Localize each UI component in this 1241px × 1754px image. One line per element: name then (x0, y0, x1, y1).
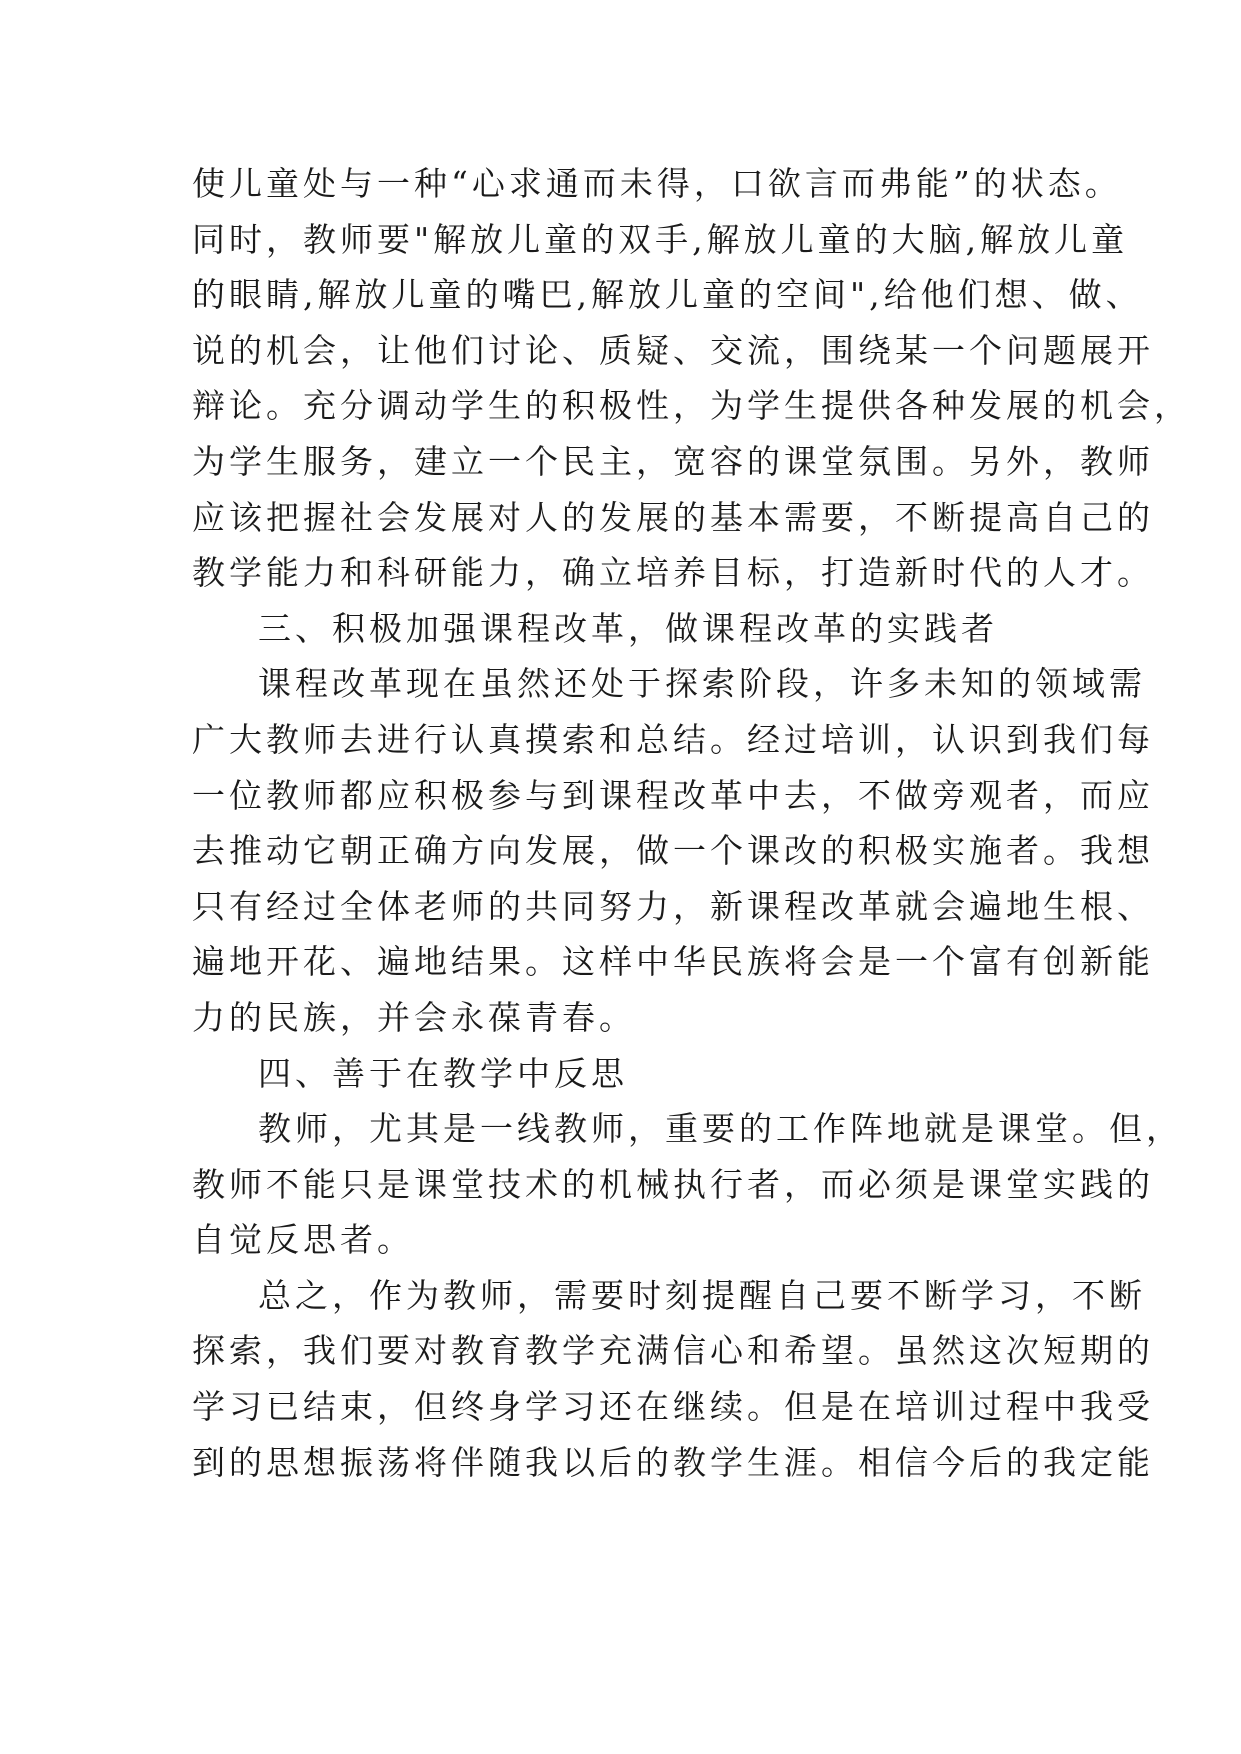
text-line: 遍地开花、遍地结果。这样中华民族将会是一个富有创新能 (192, 942, 1154, 982)
text-line: 的眼睛,解放儿童的嘴巴,解放儿童的空间",给他们想、做、 (192, 275, 1143, 315)
text-line: 到的思想振荡将伴随我以后的教学生涯。相信今后的我定能 (192, 1442, 1154, 1482)
text-line: 学习已结束，但终身学习还在继续。但是在培训过程中我受 (192, 1387, 1154, 1427)
text-line: 探索，我们要对教育教学充满信心和希望。虽然这次短期的 (192, 1331, 1154, 1371)
document-body (192, 156, 1191, 1490)
text-line: 广大教师去进行认真摸索和总结。经过培训，认识到我们每 (192, 719, 1154, 759)
text-line: 同时，教师要"解放儿童的双手,解放儿童的大脑,解放儿童 (192, 219, 1129, 259)
text-line: 辩论。充分调动学生的积极性，为学生提供各种发展的机会， (192, 386, 1191, 426)
text-line: 说的机会，让他们讨论、质疑、交流，围绕某一个问题展开 (192, 330, 1154, 370)
text-line: 自觉反思者。 (192, 1220, 414, 1260)
text-line: 教师，尤其是一线教师，重要的工作阵地就是课堂。但， (258, 1109, 1183, 1149)
text-line: 力的民族，并会永葆青春。 (192, 997, 636, 1037)
text-line: 教师不能只是课堂技术的机械执行者，而必须是课堂实践的 (192, 1164, 1154, 1204)
text-line: 总之，作为教师，需要时刻提醒自己要不断学习，不断 (258, 1275, 1146, 1315)
text-line: 一位教师都应积极参与到课程改革中去，不做旁观者，而应 (192, 775, 1154, 815)
text-line: 课程改革现在虽然还处于探索阶段，许多未知的领域需 (258, 664, 1146, 704)
text-line: 使儿童处与一种“心求通而未得，口欲言而弗能”的状态。 (192, 164, 1122, 203)
text-line: 应该把握社会发展对人的发展的基本需要，不断提高自己的 (192, 497, 1154, 537)
text-line: 教学能力和科研能力，确立培养目标，打造新时代的人才。 (192, 553, 1154, 593)
text-line: 只有经过全体老师的共同努力，新课程改革就会遍地生根、 (192, 886, 1154, 926)
section-heading: 三、积极加强课程改革，做课程改革的实践者 (258, 608, 998, 648)
section-heading: 四、善于在教学中反思 (258, 1053, 628, 1093)
text-line: 为学生服务，建立一个民主，宽容的课堂氛围。另外，教师 (192, 441, 1154, 481)
text-line: 去推动它朝正确方向发展，做一个课改的积极实施者。我想 (192, 831, 1154, 871)
